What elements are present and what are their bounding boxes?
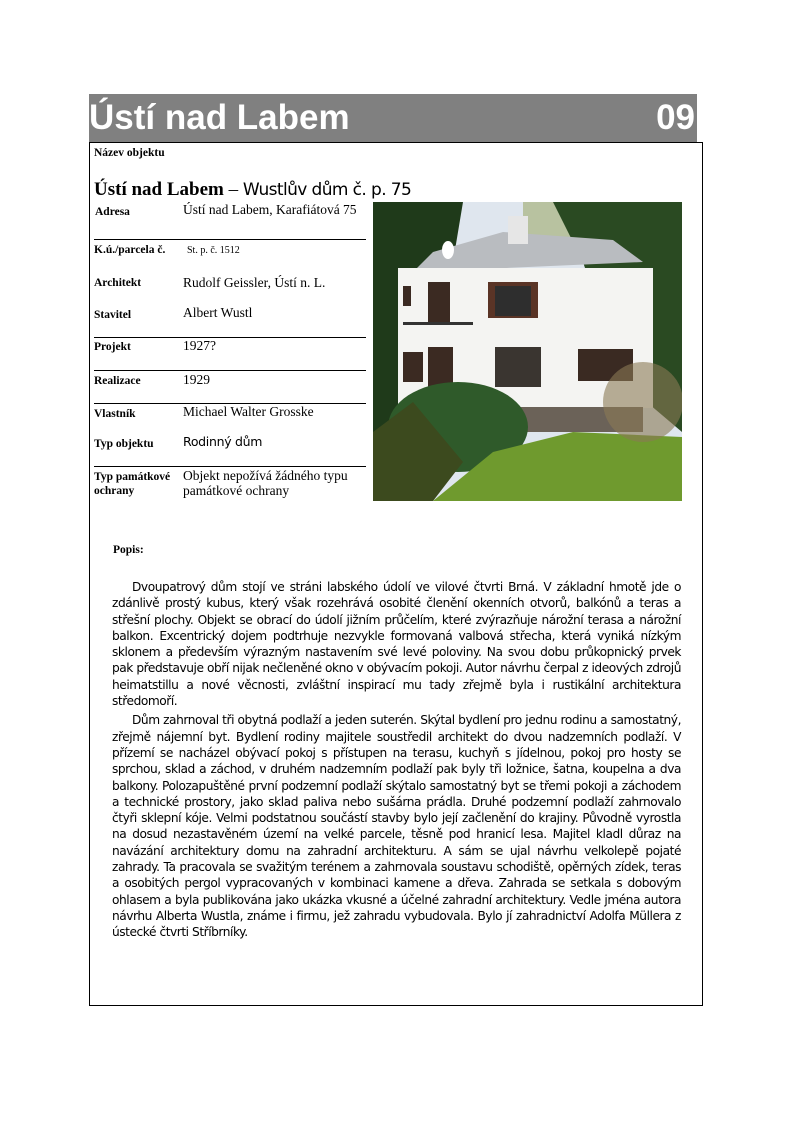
value-parcela: St. p. č. 1512	[187, 245, 240, 256]
villa-photo-icon	[373, 202, 682, 501]
label-typ-objektu: Typ objektu	[94, 438, 154, 450]
description-paragraph: Dvoupatrový dům stojí ve stráni labského údolí ve vilové čtvrti Brná. V základní hmotě jde o zdánlivě prostý kubus, který však rozehrává osobité členění okenních otvorů, balkónů a teras a střešní plochy. Objekt se obrací do údolí jižním průčelím, které zvýrazňuje nárožní terasa a nárožní balkon. Excentrický dojem podtrhuje nezvykle formovaná valbová střecha, která vyniká nízkým sklonem a především výrazným nastavením své levé poloviny. Na svou dobu průkopnický prvek pak představuje obří nijak nečleněné okno v obývacím pokoji. Autor návrhu čerpal z ideových zdrojů heimatstillu a nové věcnosti, zvláštní inspirací mu tady zřejmě byla i rustikální architektura středomoří.	[112, 580, 681, 709]
page-title: Ústí nad Labem	[89, 98, 350, 137]
label-projekt: Projekt	[94, 341, 131, 353]
value-architekt: Rudolf Geissler, Ústí n. L.	[183, 275, 326, 290]
description-text	[112, 579, 681, 944]
row-divider	[94, 239, 366, 240]
description-label: Popis:	[113, 544, 144, 556]
label-stavitel: Stavitel	[94, 309, 132, 321]
label-typ-ochrany: Typ památkové ochrany	[94, 471, 171, 497]
value-typ-objektu: Rodinný dům	[183, 434, 263, 449]
label-realizace: Realizace	[94, 375, 141, 387]
page-header	[89, 94, 697, 142]
object-name-rest: Wustlův dům č. p. 75	[242, 180, 412, 200]
value-adresa: Ústí nad Labem, Karafiátová 75	[183, 202, 357, 217]
label-parcela: K.ú./parcela č.	[94, 244, 166, 256]
row-divider	[94, 466, 366, 467]
description-paragraph: Dům zahrnoval tři obytná podlaží a jeden suterén. Skýtal bydlení pro jednu rodinu a samostatný, zřejmě nájemní byt. Bydlení rodiny majitele soustředil architekt do dvou nadzemních podlaží. V přízemí se nacházel obývací pokoj s přístupen na terasu, kuchyň s jídelnou, pokoj pro hosty se sprchou, sklad a záchod, v druhém nadzemním podlaží pak byly tři ložnice, šatna, koupelna a dva balkony. Polozapuštěné první podzemní podlaží skýtalo samostatný byt se třemi pokoji a záchodem a technické prostory, jako sklad paliva nebo sušárna prádla. Druhé podzemní podlaží zahrnovalo čtyři sklepní kóje. Velmi podstatnou součástí stavby bylo její začlenění do krajiny. Původně vyrostla na dosud nezastavěném území na velké parcele, těsně pod hranicí lesa. Majitel kladl důraz na navázání architektury domu na zahradní architekturu. A sám se ujal návrhu velkolepě pojaté zahrady. Ta pracovala se svažitým terénem a zahrnovala soustavu schodiště, opěrných zídek, teras a osobitých pergol vypracovaných v kombinaci kamene a dřeva. Zahrada se setkala s dobovým ohlasem a byla publikována jako ukázka vkusné a účelné zahradní architektury. Vedle jména autora návrhu Alberta Wustla, známe i firmu, jež zahradu vybudovala. Bylo jí zahradnictví Adolfa Müllera z ústecké čtvrti Stříbrníky.	[112, 713, 681, 940]
value-stavitel: Albert Wustl	[183, 305, 253, 320]
label-architekt: Architekt	[94, 277, 142, 289]
label-adresa: Adresa	[95, 206, 130, 218]
label-nazev: Název objektu	[94, 147, 165, 159]
object-name-dash: –	[223, 179, 243, 200]
object-name-city: Ústí nad Labem	[94, 179, 224, 200]
object-name	[94, 178, 411, 202]
label-vlastnik: Vlastník	[94, 408, 136, 420]
row-divider	[94, 337, 366, 338]
page-number: 09	[656, 98, 695, 137]
value-vlastnik: Michael Walter Grosske	[183, 404, 314, 419]
value-realizace: 1929	[183, 372, 210, 387]
value-typ-ochrany: Objekt nepožívá žádného typu památkové ochrany	[183, 468, 348, 498]
row-divider	[94, 370, 366, 371]
villa-photo	[373, 202, 682, 501]
value-projekt: 1927?	[183, 338, 216, 353]
